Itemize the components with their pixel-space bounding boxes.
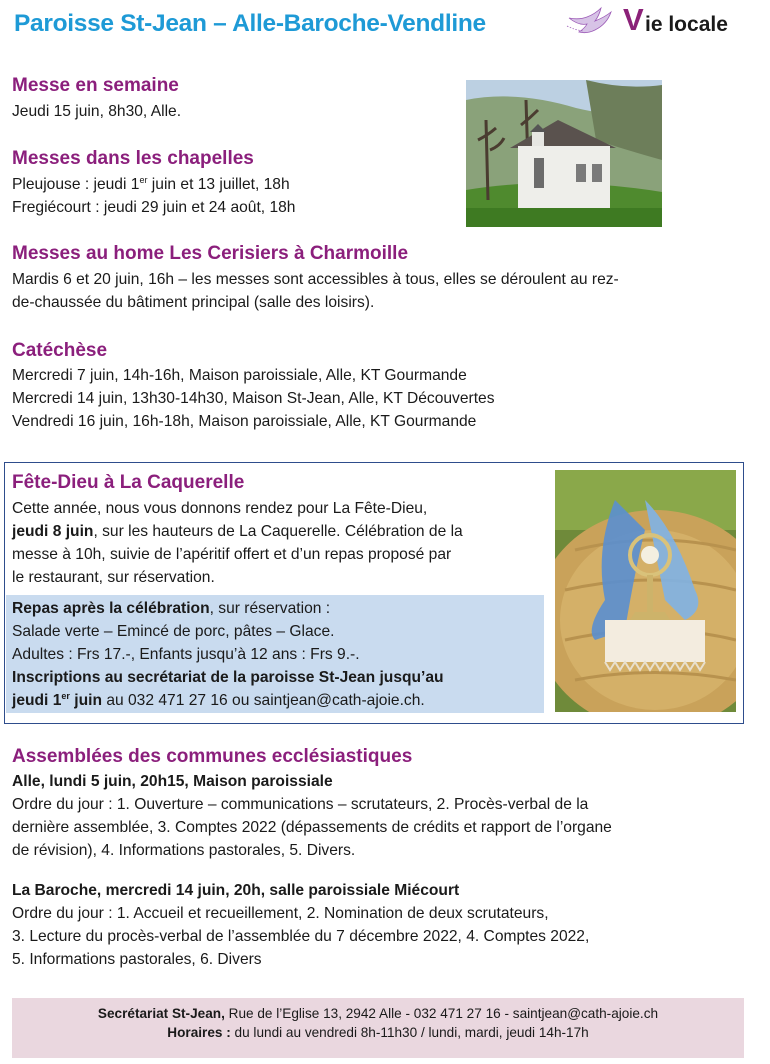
chapelles-heading: Messes dans les chapelles xyxy=(12,148,254,169)
home-line-1: Mardis 6 et 20 juin, 16h – les messes sont accessibles à tous, elles se déroulent au rez- xyxy=(12,271,619,288)
assemblees-heading: Assemblées des communes ecclésiastiques xyxy=(12,746,413,767)
semaine-line: Jeudi 15 juin, 8h30, Alle. xyxy=(12,103,182,120)
assemblee-baroche-title: La Baroche, mercredi 14 juin, 20h, salle paroissiale Miécourt xyxy=(12,882,460,899)
assemblee-alle-title: Alle, lundi 5 juin, 20h15, Maison paroissiale xyxy=(12,773,333,790)
chapelles-line-2: Fregiécourt : jeudi 29 juin et 24 août, 18h xyxy=(12,199,296,216)
home-line-2: de-chaussée du bâtiment principal (salle des loisirs). xyxy=(12,294,375,311)
fete-heading: Fête-Dieu à La Caquerelle xyxy=(12,472,245,493)
catechese-line: Mercredi 7 juin, 14h-16h, Maison paroissiale, Alle, KT Gourmande xyxy=(12,367,467,384)
fete-text xyxy=(12,497,463,589)
repas-line-4: Inscriptions au secrétariat de la paroisse St-Jean jusqu’au xyxy=(12,669,444,686)
monstrance-photo xyxy=(555,470,736,712)
home-text xyxy=(12,268,619,314)
catechese-text xyxy=(12,364,495,433)
assemblee-baroche-line: 5. Informations pastorales, 6. Divers xyxy=(12,951,262,968)
repas-line-5: jeudi 1er juin au 032 471 27 16 ou saintjean@cath-ajoie.ch. xyxy=(12,690,425,709)
assemblee-alle-line: Ordre du jour : 1. Ouverture – communications – scrutateurs, 2. Procès-verbal de la xyxy=(12,796,589,813)
fete-line-3: messe à 10h, suivie de l’apéritif offert et d’un repas proposé par xyxy=(12,546,452,563)
chapelles-line-1: Pleujouse : jeudi 1er juin et 13 juillet, 18h xyxy=(12,174,290,193)
assemblee-alle-line: de révision), 4. Informations pastorales, 5. Divers. xyxy=(12,842,356,859)
semaine-text xyxy=(12,100,181,123)
semaine-heading: Messe en semaine xyxy=(12,75,179,96)
assemblee-alle-line: dernière assemblée, 3. Comptes 2022 (dépassements de crédits et rapport de l’organe xyxy=(12,819,612,836)
repas-text xyxy=(12,597,444,712)
catechese-heading: Catéchèse xyxy=(12,340,108,361)
vie-locale-logo xyxy=(565,4,765,44)
assemblee-alle xyxy=(12,770,612,862)
footer-horaires: Horaires : du lundi au vendredi 8h-11h30 / lundi, mardi, jeudi 14h-17h xyxy=(167,1025,589,1040)
fete-line-2: jeudi 8 juin, sur les hauteurs de La Caquerelle. Célébration de la xyxy=(12,523,463,540)
page-title: Paroisse St-Jean – Alle-Baroche-Vendline xyxy=(14,10,486,37)
repas-line-1: Repas après la célébration, sur réservation : xyxy=(12,600,331,617)
footer-secretariat: Secrétariat St-Jean, Rue de l’Eglise 13, 2942 Alle - 032 471 27 16 - saintjean@cath-ajoie.ch xyxy=(97,1006,659,1021)
assemblee-baroche xyxy=(12,879,589,971)
catechese-line: Vendredi 16 juin, 16h-18h, Maison paroissiale, Alle, KT Gourmande xyxy=(12,413,477,430)
repas-line-3: Adultes : Frs 17.-, Enfants jusqu’à 12 ans : Frs 9.-. xyxy=(12,646,360,663)
chapelles-text xyxy=(12,173,295,219)
chapel-photo xyxy=(466,80,662,227)
fete-line-1: Cette année, nous vous donnons rendez pour La Fête-Dieu, xyxy=(12,500,428,517)
fete-line-4: le restaurant, sur réservation. xyxy=(12,569,215,586)
repas-line-2: Salade verte – Emincé de porc, pâtes – Glace. xyxy=(12,623,335,640)
assemblee-baroche-line: 3. Lecture du procès-verbal de l’assemblée du 7 décembre 2022, 4. Comptes 2022, xyxy=(12,928,590,945)
home-heading: Messes au home Les Cerisiers à Charmoille xyxy=(12,243,409,264)
brand-text: ie locale xyxy=(645,13,728,36)
assemblee-baroche-line: Ordre du jour : 1. Accueil et recueillement, 2. Nomination de deux scrutateurs, xyxy=(12,905,549,922)
brand-initial: V xyxy=(623,2,644,37)
catechese-line: Mercredi 14 juin, 13h30-14h30, Maison St-Jean, Alle, KT Découvertes xyxy=(12,390,495,407)
footer-contact xyxy=(12,998,744,1058)
